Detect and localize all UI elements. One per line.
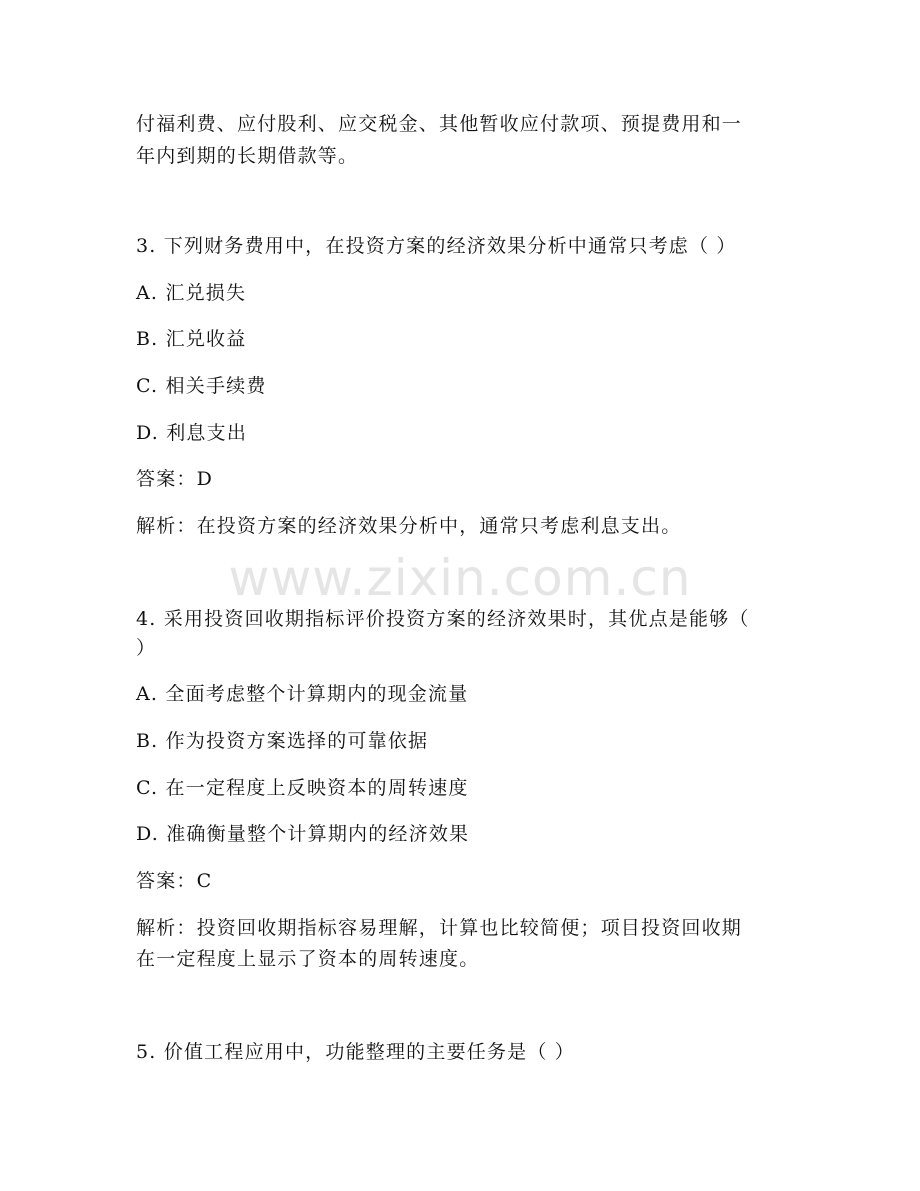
question-3-option-b: B. 汇兑收益 xyxy=(136,328,247,350)
question-4-option-a: A. 全面考虑整个计算期内的现金流量 xyxy=(136,683,469,705)
question-4-option-d: D. 准确衡量整个计算期内的经济效果 xyxy=(136,823,470,845)
question-4-option-b: B. 作为投资方案选择的可靠依据 xyxy=(136,730,429,752)
question-3-explanation: 解析：在投资方案的经济效果分析中，通常只考虑利息支出。 xyxy=(136,515,682,537)
question-4-stem-cont: ） xyxy=(136,637,157,659)
question-4-explanation-cont: 在一定程度上显示了资本的周转速度。 xyxy=(136,948,480,970)
question-3-option-d: D. 利息支出 xyxy=(136,422,248,444)
question-3-answer: 答案：D xyxy=(136,468,214,490)
question-4-stem: 4. 采用投资回收期指标评价投资方案的经济效果时，其优点是能够（ xyxy=(136,608,750,630)
question-4-answer: 答案：C xyxy=(136,870,213,892)
question-4-option-c: C. 在一定程度上反映资本的周转速度 xyxy=(136,777,469,799)
watermark: www.zixin.com.cn xyxy=(228,549,692,607)
question-4-explanation: 解析：投资回收期指标容易理解，计算也比较简便；项目投资回收期 xyxy=(136,917,743,939)
paragraph-line: 付福利费、应付股利、应交税金、其他暂收应付款项、预提费用和一 xyxy=(136,113,743,135)
paragraph-line: 年内到期的长期借款等。 xyxy=(136,145,359,167)
question-3-option-c: C. 相关手续费 xyxy=(136,375,267,397)
question-5-stem: 5. 价值工程应用中，功能整理的主要任务是（ ） xyxy=(136,1041,576,1063)
question-3-option-a: A. 汇兑损失 xyxy=(136,282,247,304)
question-3-stem: 3. 下列财务费用中，在投资方案的经济效果分析中通常只考虑（ ） xyxy=(136,235,737,257)
